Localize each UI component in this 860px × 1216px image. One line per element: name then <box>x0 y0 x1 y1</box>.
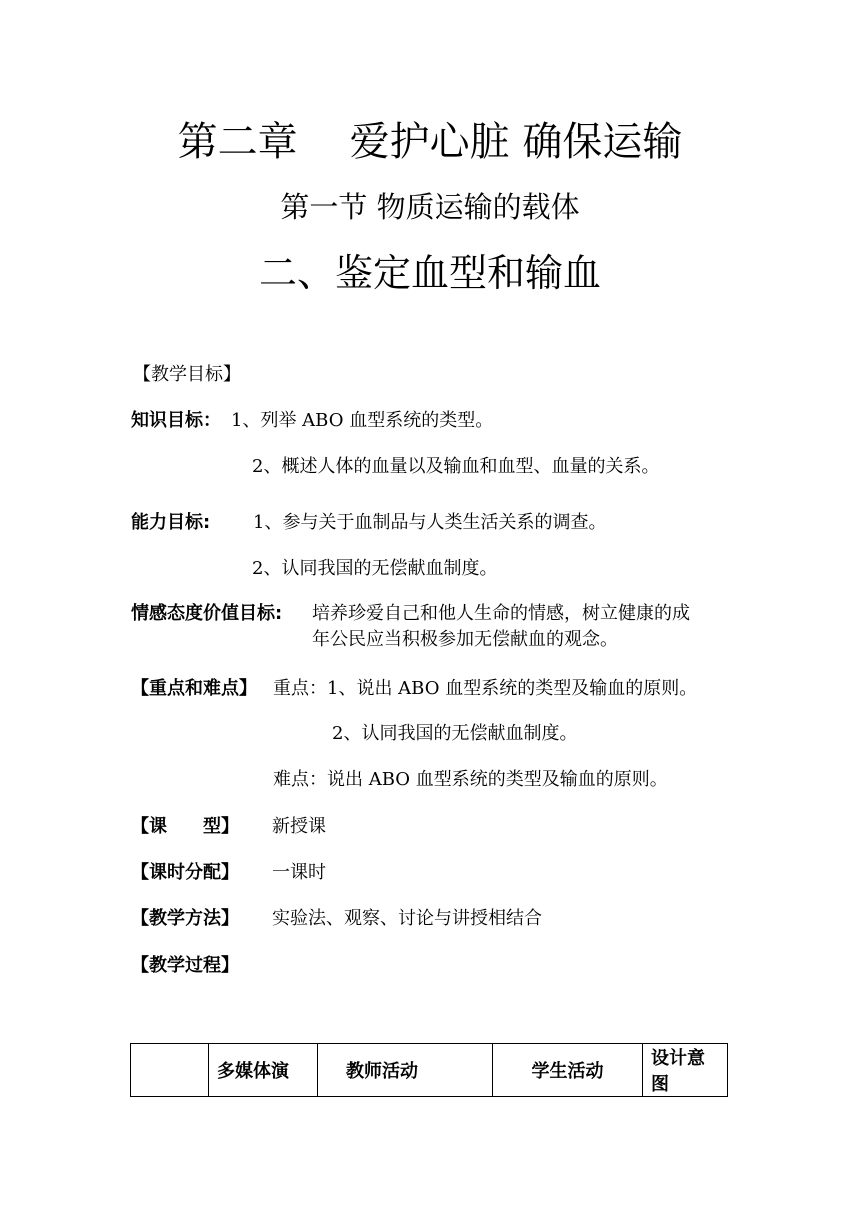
ability-goal-2: 2、认同我国的无偿献血制度。 <box>252 558 498 579</box>
emotion-goal-line1: 培养珍爱自己和他人生命的情感，树立健康的成 <box>312 603 690 624</box>
table-header-cell: 设计意图 <box>643 1044 728 1097</box>
lesson-type-value: 新授课 <box>272 816 326 837</box>
teaching-process-table <box>130 1043 728 1097</box>
table-header-cell: 学生活动 <box>493 1044 643 1097</box>
knowledge-goal-2: 2、概述人体的血量以及输血和血型、血量的关系。 <box>252 456 660 477</box>
time-allocation-label: 【课时分配】 <box>131 862 239 883</box>
emotion-goal-label: 情感态度价值目标: <box>131 603 283 624</box>
chapter-title: 爱护心脏 确保运输 <box>349 119 683 165</box>
chapter-number: 第二章 <box>177 119 298 165</box>
key-point-2: 2、认同我国的无偿献血制度。 <box>332 723 578 744</box>
time-allocation-value: 一课时 <box>272 862 326 883</box>
key-points-label: 【重点和难点】 <box>131 678 257 699</box>
teaching-process-label: 【教学过程】 <box>131 955 239 976</box>
chapter-heading <box>0 118 860 166</box>
knowledge-goal-label: 知识目标： <box>131 410 221 431</box>
key-point-1: 重点：1、说出 ABO 血型系统的类型及输血的原则。 <box>273 678 698 699</box>
ability-goal-label: 能力目标: <box>131 512 211 533</box>
emotion-goal-line2: 年公民应当积极参加无偿献血的观念。 <box>312 629 618 650</box>
lesson-title: 二、鉴定血型和输血 <box>258 251 601 295</box>
knowledge-goal-1: 1、列举 ABO 血型系统的类型。 <box>231 410 494 431</box>
difficult-point: 难点：说出 ABO 血型系统的类型及输血的原则。 <box>273 769 668 790</box>
teaching-method-label: 【教学方法】 <box>131 908 239 929</box>
table-header-cell: 多媒体演 <box>209 1044 318 1097</box>
section-heading: 第一节 物质运输的载体 <box>280 190 580 224</box>
table-header-row <box>131 1044 728 1097</box>
lesson-type-label: 【课 型】 <box>131 816 239 837</box>
table-header-cell <box>131 1044 209 1097</box>
teaching-goals-heading: 【教学目标】 <box>133 364 241 385</box>
table-header-cell: 教师活动 <box>318 1044 493 1097</box>
teaching-method-value: 实验法、观察、讨论与讲授相结合 <box>272 908 542 929</box>
ability-goal-1: 1、参与关于血制品与人类生活关系的调查。 <box>253 512 607 533</box>
